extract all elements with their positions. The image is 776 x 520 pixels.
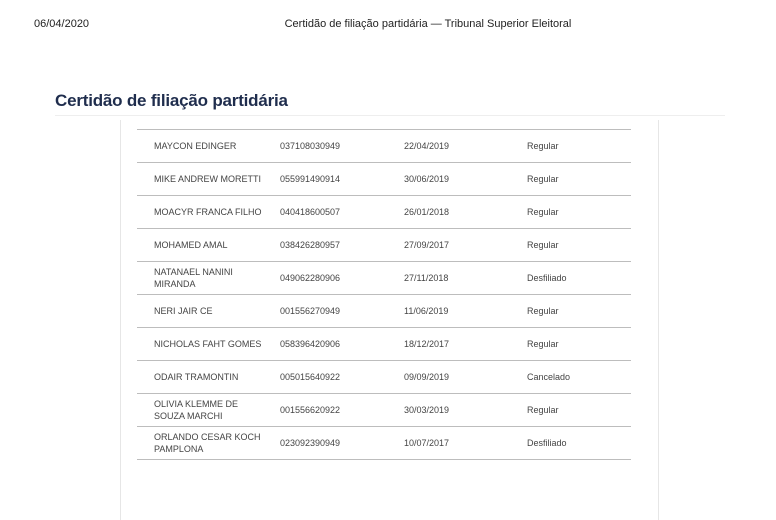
affiliation-date: 18/12/2017 bbox=[404, 339, 450, 349]
voter-number: 049062280906 bbox=[280, 273, 341, 283]
member-name: ORLANDO CESAR KOCH PAMPLONA bbox=[154, 432, 261, 454]
member-name: NERI JAIR CE bbox=[154, 306, 213, 316]
table-row bbox=[137, 162, 631, 195]
member-name: MOACYR FRANCA FILHO bbox=[154, 207, 262, 217]
table-row bbox=[137, 294, 631, 327]
affiliation-date: 26/01/2018 bbox=[404, 207, 450, 217]
voter-number: 001556620922 bbox=[280, 405, 341, 415]
table-row bbox=[137, 360, 631, 393]
affiliation-date: 11/06/2019 bbox=[404, 306, 449, 316]
affiliation-date: 27/09/2017 bbox=[404, 240, 450, 250]
table-row bbox=[137, 261, 631, 294]
voter-number: 037108030949 bbox=[280, 141, 341, 151]
status: Regular bbox=[527, 174, 559, 184]
affiliation-table bbox=[137, 129, 631, 460]
table-row bbox=[137, 393, 631, 426]
affiliation-date: 30/03/2019 bbox=[404, 405, 450, 415]
affiliation-date: 22/04/2019 bbox=[404, 141, 450, 151]
table-row bbox=[137, 195, 631, 228]
voter-number: 001556270949 bbox=[280, 306, 341, 316]
table-row bbox=[137, 129, 631, 162]
status: Desfiliado bbox=[527, 273, 567, 283]
voter-number: 040418600507 bbox=[280, 207, 341, 217]
print-date: 06/04/2020 bbox=[34, 18, 90, 30]
status: Regular bbox=[527, 339, 559, 349]
status: Regular bbox=[527, 306, 559, 316]
affiliation-date: 09/09/2019 bbox=[404, 372, 450, 382]
member-name: NATANAEL NANINI MIRANDA bbox=[154, 267, 233, 289]
affiliation-date: 30/06/2019 bbox=[404, 174, 450, 184]
affiliation-date: 10/07/2017 bbox=[404, 438, 450, 448]
member-name: NICHOLAS FAHT GOMES bbox=[154, 339, 262, 349]
member-name: ODAIR TRAMONTIN bbox=[154, 372, 239, 382]
page-title: Certidão de filiação partidária bbox=[55, 91, 288, 110]
status: Regular bbox=[527, 405, 559, 415]
table-row bbox=[137, 426, 631, 460]
status: Regular bbox=[527, 240, 559, 250]
print-title: Certidão de filiação partidária — Tribunal Superior Eleitoral bbox=[284, 18, 572, 30]
voter-number: 058396420906 bbox=[280, 339, 341, 349]
member-name: MIKE ANDREW MORETTI bbox=[154, 174, 262, 184]
affiliation-date: 27/11/2018 bbox=[404, 273, 449, 283]
title-divider bbox=[55, 115, 725, 116]
status: Desfiliado bbox=[527, 438, 567, 448]
voter-number: 005015640922 bbox=[280, 372, 341, 382]
status: Regular bbox=[527, 207, 559, 217]
print-header bbox=[0, 18, 776, 34]
status: Cancelado bbox=[527, 372, 571, 382]
member-name: OLIVIA KLEMME DE SOUZA MARCHI bbox=[154, 399, 239, 421]
status: Regular bbox=[527, 141, 559, 151]
table-row bbox=[137, 228, 631, 261]
voter-number: 055991490914 bbox=[280, 174, 341, 184]
table-row bbox=[137, 327, 631, 360]
voter-number: 023092390949 bbox=[280, 438, 341, 448]
member-name: MAYCON EDINGER bbox=[154, 141, 237, 151]
voter-number: 038426280957 bbox=[280, 240, 341, 250]
member-name: MOHAMED AMAL bbox=[154, 240, 228, 250]
